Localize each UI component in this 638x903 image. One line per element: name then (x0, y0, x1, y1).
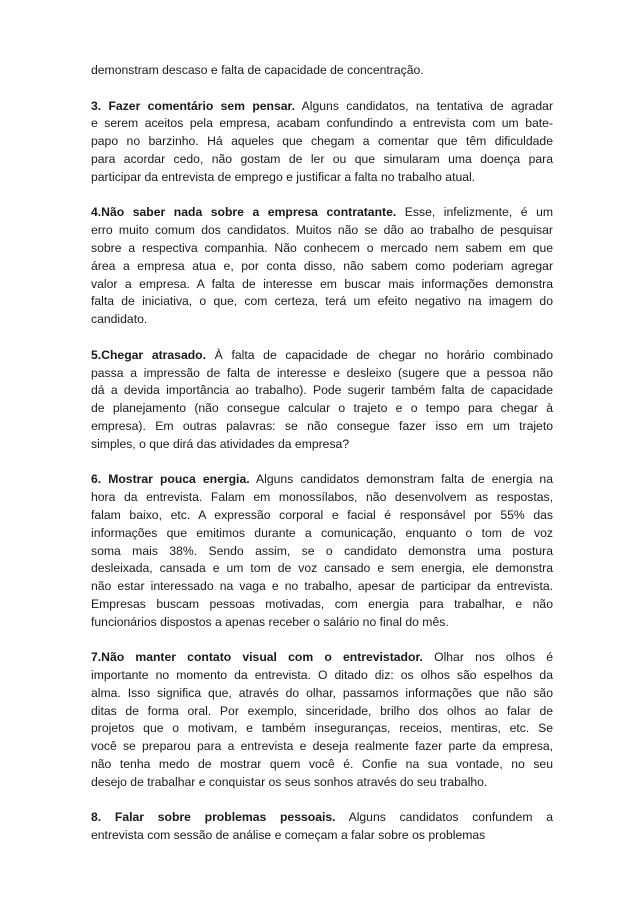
line-text: simples, o que dirá das atividades da empresa? (91, 436, 350, 451)
section-paragraph (91, 649, 553, 791)
document-page (91, 62, 553, 863)
line-text: Alguns candidatos, na tentativa de agradar (295, 98, 554, 113)
section-heading: 8. Falar sobre problemas pessoais. (91, 810, 336, 825)
paragraph-line (91, 667, 553, 685)
paragraph-line (91, 418, 553, 436)
line-text: você se preparou para a entrevista e deseja realmente fazer parte da empresa, (91, 739, 553, 754)
section-heading: 7.Não manter contato visual com o entrevistador. (91, 650, 423, 665)
paragraph-line (91, 614, 553, 632)
paragraph-line (91, 756, 553, 774)
intro-paragraph (91, 62, 553, 80)
line-text: para acordar cedo, não gostam de ler ou que simularam uma doença para (91, 151, 553, 166)
section-heading: 4.Não saber nada sobre a empresa contratante. (91, 205, 397, 220)
line-text: dá a devida importância ao trabalho). Pode sugerir também falta de capacidade (91, 383, 553, 398)
line-text: não estar interessado na vaga e no trabalho, apesar de participar da entrevista. (91, 579, 553, 594)
line-text: de planejamento (não consegue calcular o trajeto e o tempo para chegar à (91, 401, 553, 416)
paragraph-line (91, 578, 553, 596)
section-heading: 3. Fazer comentário sem pensar. (91, 98, 296, 113)
paragraph-line (91, 347, 553, 365)
section-paragraph (91, 809, 553, 845)
section-paragraph (91, 471, 553, 631)
paragraph-line (91, 276, 553, 294)
paragraph-line (91, 365, 553, 383)
line-text: Olhar nos olhos é (422, 650, 553, 665)
paragraph-line (91, 703, 553, 721)
paragraph-line (91, 685, 553, 703)
paragraph-line (91, 543, 553, 561)
paragraph-line (91, 115, 553, 133)
line-text: informações que emitimos durante a comunicação, enquanto o tom de voz (91, 525, 553, 540)
section-paragraph (91, 98, 553, 187)
line-text: alma. Isso significa que, através do olhar, passamos informações que não são (91, 685, 553, 700)
paragraph-line (91, 809, 553, 827)
line-text: desleixada, cansada e um tom de voz cansado e sem energia, ele demonstra (91, 561, 553, 576)
line-text: Alguns candidatos demonstram falta de energia na (249, 472, 553, 487)
paragraph-line (91, 169, 553, 187)
paragraph-line (91, 436, 553, 454)
line-text: empresa). Em outras palavras: se não consegue fazer isso em um trajeto (91, 418, 553, 433)
paragraph-line (91, 293, 553, 311)
paragraph-line (91, 98, 553, 116)
paragraph-line (91, 827, 553, 845)
line-text: e serem aceitos pela empresa, acabam confundindo a entrevista com um bate- (91, 116, 553, 131)
paragraph-line (91, 222, 553, 240)
section-paragraph (91, 204, 553, 329)
paragraph-line (91, 204, 553, 222)
line-text: soma mais 38%. Sendo assim, se o candidato demonstra uma postura (91, 543, 553, 558)
section-heading: 5.Chegar atrasado. (91, 347, 207, 362)
paragraph-line (91, 471, 553, 489)
paragraph-line (91, 311, 553, 329)
paragraph-line (91, 649, 553, 667)
paragraph-line (91, 151, 553, 169)
line-text: sobre a respectiva companhia. Não conhecem o mercado nem sabem em que (91, 240, 553, 255)
paragraph-line (91, 774, 553, 792)
line-text: projetos que o motivam, e também inseguranças, receios, mentiras, etc. Se (91, 721, 553, 736)
line-text: desejo de trabalhar e conquistar os seus sonhos através do seu trabalho. (91, 774, 488, 789)
line-text: candidato. (91, 312, 148, 327)
paragraph-line (91, 560, 553, 578)
paragraph-line (91, 133, 553, 151)
line-text: não tenha medo de mostrar quem você é. Confie na sua vontade, no seu (91, 757, 553, 772)
line-text: passa a impressão de falta de interesse e desleixo (sugere que a pessoa não (91, 365, 553, 380)
line-text: erro muito comum dos candidatos. Muitos não se dão ao trabalho de pesquisar (91, 223, 553, 238)
line-text: Alguns candidatos confundem a (335, 810, 554, 825)
intro-line: demonstram descaso e falta de capacidade de concentração. (91, 63, 424, 77)
line-text: falam baixo, etc. A expressão corporal e facial é responsável por 55% das (91, 507, 553, 522)
paragraph-line (91, 596, 553, 614)
section-heading: 6. Mostrar pouca energia. (91, 472, 250, 487)
line-text: área a empresa atua e, por conta disso, não sabem como poderiam agregar (91, 258, 553, 273)
line-text: participar da entrevista de emprego e justificar a falta no trabalho atual. (91, 169, 476, 184)
paragraph-line (91, 240, 553, 258)
paragraph-line (91, 400, 553, 418)
paragraph-line (91, 738, 553, 756)
paragraph-line (91, 525, 553, 543)
paragraph-line (91, 489, 553, 507)
line-text: valor a empresa. A falta de interesse em buscar mais informações demonstra (91, 276, 553, 291)
line-text: papo no barzinho. Há aqueles que chegam a comentar que têm dificuldade (91, 134, 553, 149)
section-paragraph (91, 347, 553, 454)
paragraph-line (91, 258, 553, 276)
paragraph-line (91, 507, 553, 525)
line-text: importante no momento da entrevista. O ditado diz: os olhos são espelhos da (91, 668, 553, 683)
sections-container (91, 98, 553, 845)
paragraph-line (91, 382, 553, 400)
line-text: À falta de capacidade de chegar no horário combinado (206, 347, 553, 362)
paragraph-line (91, 720, 553, 738)
line-text: Empresas buscam pessoas motivadas, com energia para trabalhar, e não (91, 596, 553, 611)
line-text: Esse, infelizmente, é um (396, 205, 554, 220)
line-text: hora da entrevista. Falam em monossílabos, não desenvolvem as respostas, (91, 490, 553, 505)
line-text: funcionários dispostos a apenas receber o salário no final do mês. (91, 614, 449, 629)
line-text: entrevista com sessão de análise e começam a falar sobre os problemas (91, 828, 486, 843)
line-text: falta de iniciativa, o que, com certeza, terá um efeito negativo na imagem do (91, 294, 553, 309)
line-text: ditas de forma oral. Por exemplo, sinceridade, brilho dos olhos ao falar de (91, 703, 553, 718)
